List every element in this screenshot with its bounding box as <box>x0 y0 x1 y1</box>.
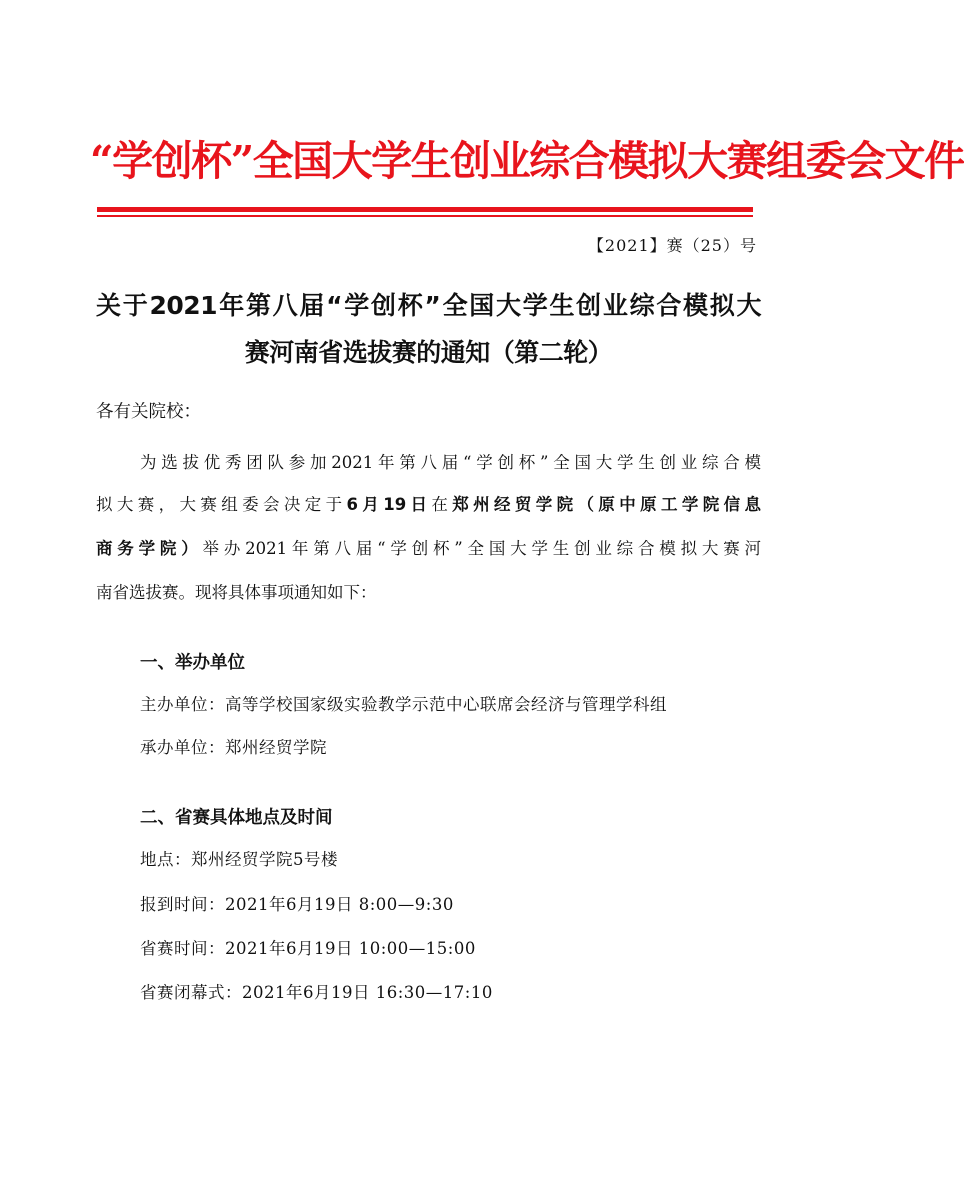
intro-line-1: 为选拔优秀团队参加2021年第八届“学创杯”全国大学生创业综合模 <box>140 453 761 472</box>
competition-time-line: 省赛时间：2021年6月19日 10:00—15:00 <box>140 939 476 958</box>
location-line: 地点：郑州经贸学院5号楼 <box>140 850 338 869</box>
intro-text: 在 <box>431 495 453 514</box>
intro-line-2 <box>96 490 761 520</box>
intro-line-3 <box>96 534 761 564</box>
host-line: 承办单位：郑州经贸学院 <box>140 738 327 757</box>
masthead-rule-thick <box>97 207 753 212</box>
organizer-line: 主办单位：高等学校国家级实验教学示范中心联席会经济与管理学科组 <box>140 695 667 714</box>
closing-ceremony-line: 省赛闭幕式：2021年6月19日 16:30—17:10 <box>140 983 493 1002</box>
venue-emphasis: 郑州经贸学院（原中原工学院信息 <box>452 495 762 514</box>
intro-text: 举办2021年第八届“学创杯”全国大学生创业综合模拟大赛河 <box>202 539 761 558</box>
salutation: 各有关院校： <box>96 402 201 422</box>
masthead-title: “学创杯”全国大学生创业综合模拟大赛组委会文件 <box>90 137 964 185</box>
intro-line-4: 南省选拔赛。现将具体事项通知如下： <box>96 583 377 602</box>
section-2-heading: 二、省赛具体地点及时间 <box>140 808 333 828</box>
venue-emphasis-continued: 商务学院） <box>96 539 203 558</box>
document-number: 【2021】赛（25）号 <box>587 236 757 255</box>
intro-text: 拟大赛，大赛组委会决定于 <box>96 495 347 514</box>
section-1-heading: 一、举办单位 <box>140 653 245 673</box>
event-date-emphasis: 6月19日 <box>346 495 432 514</box>
notice-title-line-1: 关于2021年第八届“学创杯”全国大学生创业综合模拟大 <box>96 291 761 320</box>
notice-title-line-2: 赛河南省选拔赛的通知（第二轮） <box>244 338 613 367</box>
checkin-time-line: 报到时间：2021年6月19日 8:00—9:30 <box>140 895 454 914</box>
masthead-rule-thin <box>97 215 753 217</box>
